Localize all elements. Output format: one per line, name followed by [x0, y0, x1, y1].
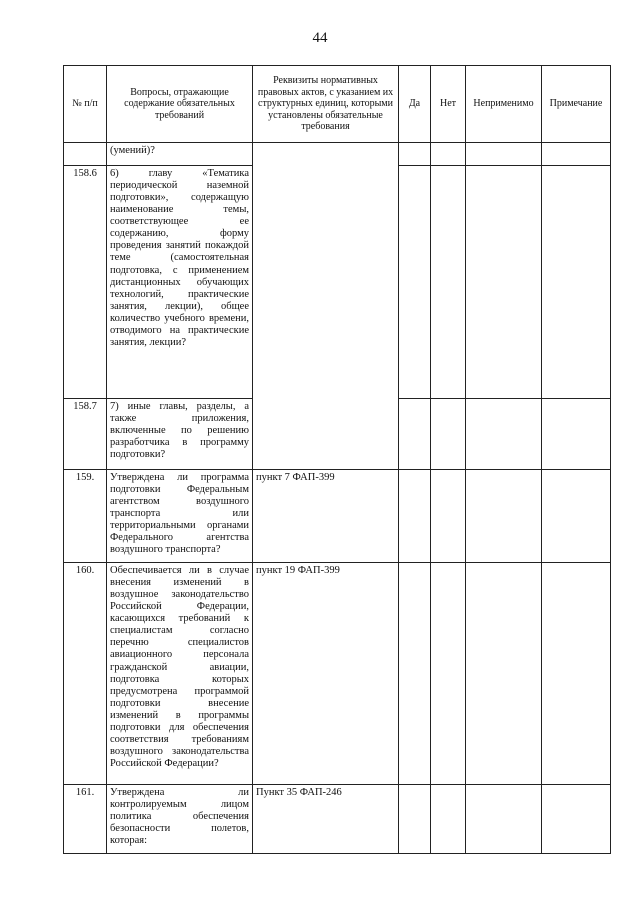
row-num: 159.	[64, 470, 107, 563]
no-cell	[431, 399, 466, 470]
row-reference	[253, 143, 399, 470]
row-question: 7) иные главы, разделы, а также приложения, включенные по решению разработчика в программу подготовки?	[107, 399, 253, 470]
row-reference: пункт 19 ФАП-399	[253, 563, 399, 785]
not-applicable-cell	[466, 470, 542, 563]
row-num: 158.7	[64, 399, 107, 470]
yes-cell	[399, 399, 431, 470]
not-applicable-cell	[466, 563, 542, 785]
no-cell	[431, 470, 466, 563]
row-num: 160.	[64, 563, 107, 785]
row-question: Обеспечивается ли в случае внесения изменений в воздушное законодательство Российской Федерации, касающихся требований к специалистам согласно перечню специалистов авиационного персонала гражданской авиации, подготовка которых предусмотрена программой подготовки внесение изменений в программы подготовки для обеспечения соответствия требованиям воздушного законодательства Российской Федерации?	[107, 563, 253, 785]
not-applicable-cell	[466, 399, 542, 470]
yes-cell	[399, 166, 431, 399]
requirements-checklist-table	[63, 65, 611, 854]
header-note: Примечание	[542, 66, 611, 143]
header-num: № п/п	[64, 66, 107, 143]
row-num: 161.	[64, 785, 107, 854]
row-reference: Пункт 35 ФАП-246	[253, 785, 399, 854]
header-question: Вопросы, отражающие содержание обязательных требований	[107, 66, 253, 143]
row-reference: пункт 7 ФАП-399	[253, 470, 399, 563]
yes-cell	[399, 470, 431, 563]
yes-cell	[399, 563, 431, 785]
header-not-applicable: Неприменимо	[466, 66, 542, 143]
no-cell	[431, 166, 466, 399]
not-applicable-cell	[466, 785, 542, 854]
row-num	[64, 143, 107, 166]
note-cell	[542, 143, 611, 166]
header-no: Нет	[431, 66, 466, 143]
no-cell	[431, 143, 466, 166]
not-applicable-cell	[466, 143, 542, 166]
header-yes: Да	[399, 66, 431, 143]
note-cell	[542, 470, 611, 563]
row-question: Утверждена ли программа подготовки Федеральным агентством воздушного транспорта или территориальными органами Федерального агентства воздушного транспорта?	[107, 470, 253, 563]
row-question: Утверждена ли контролируемым лицом политика обеспечения безопасности полетов, которая:	[107, 785, 253, 854]
yes-cell	[399, 785, 431, 854]
table-row	[64, 143, 611, 166]
table-row	[64, 470, 611, 563]
note-cell	[542, 399, 611, 470]
row-question: 6) главу «Тематика периодической наземной подготовки», содержащую наименование темы, соответствующее ее содержанию, форму проведения занятий покаждой теме (самостоятельная подготовка, с применением дистанционных обучающих технологий, практические занятия, лекции), общее количество учебного времени, отводимого на практические занятия, лекции?	[107, 166, 253, 399]
note-cell	[542, 563, 611, 785]
table-header-row	[64, 66, 611, 143]
table-row	[64, 563, 611, 785]
no-cell	[431, 785, 466, 854]
header-reference: Реквизиты нормативных правовых актов, с указанием их структурных единиц, которыми установлены обязательные требования	[253, 66, 399, 143]
not-applicable-cell	[466, 166, 542, 399]
note-cell	[542, 166, 611, 399]
table-row	[64, 785, 611, 854]
row-num: 158.6	[64, 166, 107, 399]
note-cell	[542, 785, 611, 854]
no-cell	[431, 563, 466, 785]
row-question: (умений)?	[107, 143, 253, 166]
page-number: 44	[312, 30, 328, 46]
yes-cell	[399, 143, 431, 166]
